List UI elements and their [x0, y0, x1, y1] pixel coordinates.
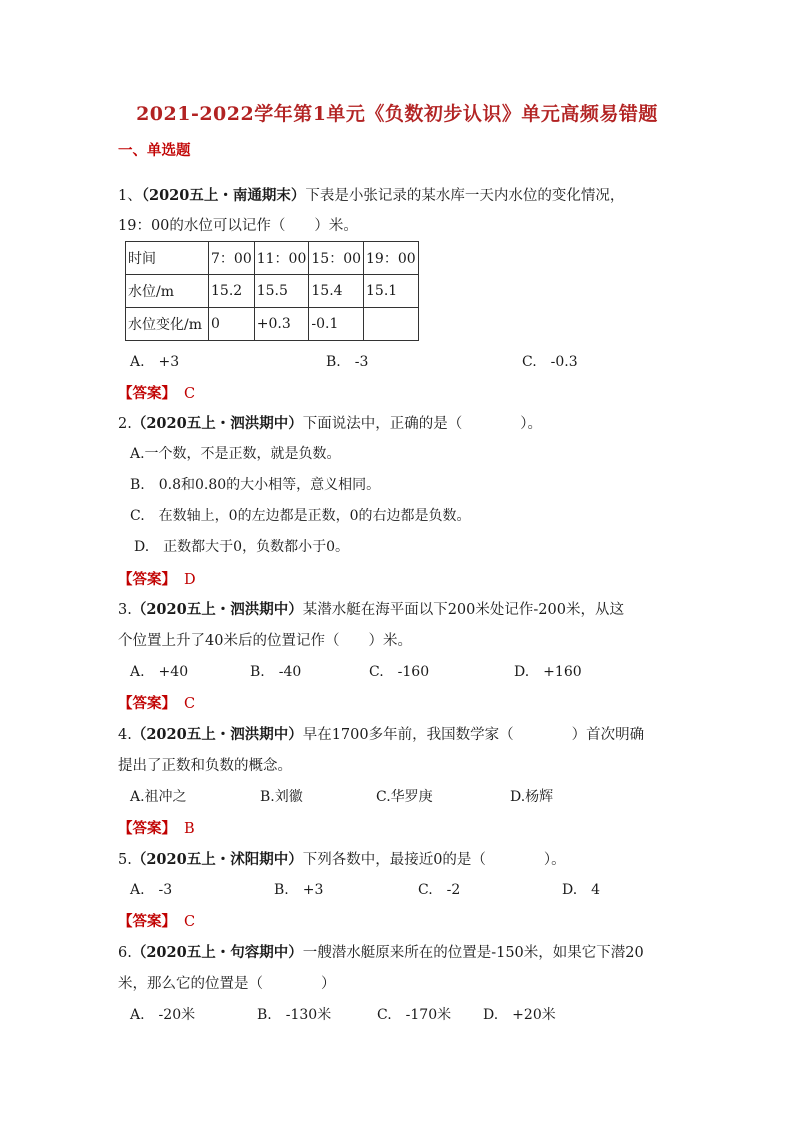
- question-number: 3.: [118, 602, 132, 618]
- water-level-table: [125, 241, 419, 341]
- question-4-line-1: [118, 723, 644, 744]
- answer-label: 【答案】: [118, 695, 176, 712]
- option-d: D. +160: [514, 664, 582, 680]
- option-b: B. -3: [326, 354, 369, 370]
- answer-3: [118, 692, 195, 713]
- section-heading: 一、单选题: [118, 142, 191, 159]
- question-source: （2020五上・南通期末）: [141, 187, 306, 204]
- question-text: 下面说法中，正确的是（ ）。: [302, 416, 542, 432]
- answer-label: 【答案】: [118, 913, 176, 930]
- question-source: （2020五上・泗洪期中）: [131, 415, 303, 432]
- option-b: B. +3: [274, 882, 324, 898]
- option-d: D. 4: [562, 882, 601, 898]
- option-d: D. 正数都大于0，负数都小于0。: [134, 539, 349, 555]
- answer-4: [118, 817, 195, 838]
- option-b: B. -40: [250, 664, 302, 680]
- question-text: 早在1700多年前，我国数学家（ ）首次明确: [302, 727, 645, 743]
- question-2-line-1: [118, 412, 542, 433]
- table-row: [126, 308, 419, 341]
- page-title: 2021-2022学年第1单元《负数初步认识》单元高频易错题: [136, 103, 658, 125]
- question-text: 某潜水艇在海平面以下200米处记作-200米，从这: [302, 602, 624, 618]
- option-c: C. -0.3: [522, 354, 578, 370]
- question-6-line-2: 米，那么它的位置是（ ）: [118, 976, 336, 992]
- table-cell: 11：00: [254, 242, 309, 275]
- table-cell: 15.1: [364, 275, 419, 308]
- question-source: （2020五上・泗洪期中）: [131, 601, 303, 618]
- option-a: A. -3: [130, 882, 173, 898]
- table-cell: [364, 308, 419, 341]
- option-c: C. -2: [418, 882, 461, 898]
- option-a: A.祖冲之: [130, 789, 187, 805]
- option-d: D.杨辉: [510, 789, 554, 805]
- answer-value: D: [184, 572, 196, 588]
- question-6-line-1: [118, 941, 644, 962]
- answer-label: 【答案】: [118, 385, 176, 402]
- answer-value: C: [184, 386, 196, 402]
- table-cell: 15：00: [309, 242, 364, 275]
- question-source: （2020五上・句容期中）: [131, 944, 303, 961]
- question-1-line-1: [118, 184, 624, 205]
- option-b: B. 0.8和0.80的大小相等，意义相同。: [130, 477, 381, 493]
- question-4-line-2: 提出了正数和负数的概念。: [118, 758, 292, 774]
- question-source: （2020五上・沭阳期中）: [131, 851, 303, 868]
- option-a: A.一个数，不是正数，就是负数。: [130, 446, 341, 462]
- answer-value: C: [184, 696, 196, 712]
- option-c: C. -160: [369, 664, 430, 680]
- option-a: A. -20米: [130, 1007, 196, 1023]
- option-c: C. 在数轴上，0的左边都是正数，0的右边都是负数。: [130, 508, 471, 524]
- question-1-line-2: 19：00的水位可以记作（ ）米。: [118, 218, 358, 234]
- table-cell: -0.1: [309, 308, 364, 341]
- table-cell: 15.4: [309, 275, 364, 308]
- answer-1: [118, 382, 195, 403]
- table-row: [126, 242, 419, 275]
- question-number: 5.: [118, 852, 132, 868]
- answer-label: 【答案】: [118, 820, 176, 837]
- table-cell: 7：00: [209, 242, 255, 275]
- option-d: D. +20米: [483, 1007, 556, 1023]
- table-row: [126, 275, 419, 308]
- option-c: C.华罗庚: [376, 789, 433, 805]
- question-5-line-1: [118, 848, 566, 869]
- question-3-line-1: [118, 598, 624, 619]
- table-cell: 15.2: [209, 275, 255, 308]
- answer-value: C: [184, 914, 196, 930]
- question-3-line-2: 个位置上升了40米后的位置记作（ ）米。: [118, 633, 412, 649]
- table-cell: +0.3: [254, 308, 309, 341]
- answer-2: [118, 568, 196, 589]
- option-b: B.刘徽: [260, 789, 303, 805]
- table-cell: 0: [209, 308, 255, 341]
- table-cell: 时间: [126, 242, 209, 275]
- table-cell: 水位/m: [126, 275, 209, 308]
- option-a: A. +3: [130, 354, 180, 370]
- question-source: （2020五上・泗洪期中）: [131, 726, 303, 743]
- table-cell: 19：00: [364, 242, 419, 275]
- question-number: 2.: [118, 416, 132, 432]
- option-a: A. +40: [130, 664, 189, 680]
- question-text: 一艘潜水艇原来所在的位置是-150米，如果它下潜20: [302, 945, 644, 961]
- table-cell: 15.5: [254, 275, 309, 308]
- option-c: C. -170米: [377, 1007, 452, 1023]
- answer-value: B: [184, 821, 195, 837]
- question-number: 4.: [118, 727, 132, 743]
- question-number: 6.: [118, 945, 132, 961]
- answer-label: 【答案】: [118, 571, 176, 588]
- option-b: B. -130米: [257, 1007, 332, 1023]
- answer-5: [118, 910, 195, 931]
- question-text: 下表是小张记录的某水库一天内水位的变化情况，: [305, 188, 625, 204]
- question-number: 1、: [118, 188, 142, 204]
- table-cell: 水位变化/m: [126, 308, 209, 341]
- question-text: 下列各数中，最接近0的是（ ）。: [302, 852, 566, 868]
